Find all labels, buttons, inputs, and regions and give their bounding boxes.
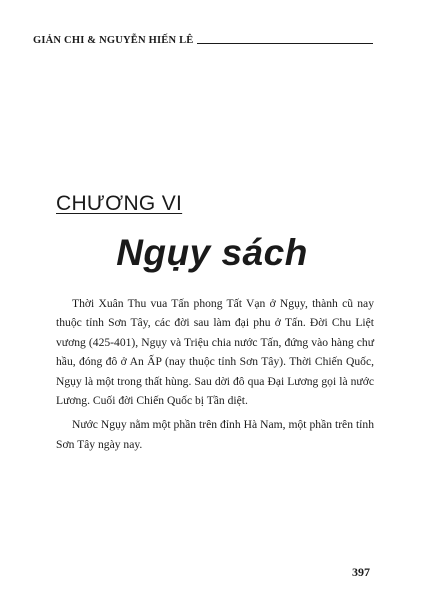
chapter-label: CHƯƠNG VI bbox=[56, 192, 183, 215]
chapter-title: Ngụy sách bbox=[116, 232, 308, 273]
header-rule bbox=[197, 43, 373, 44]
body-paragraph: Thời Xuân Thu vua Tấn phong Tất Vạn ở Ngụy, thành cũ nay thuộc tỉnh Sơn Tây, các đời sau làm đại phu ở Tấn. Đời Chu Liệt vương (425-401), Ngụy và Triệu chia nước Tấn, đứng vào hàng chư hầu, đóng đô ở An ẤP (nay thuộc tỉnh Sơn Tây). Thời Chiến Quốc, Ngụy là một trong thất hùng. Sau dời đô qua Đại Lương gọi là nước Lương. Cuối đời Chiến Quốc bị Tần diệt. bbox=[56, 297, 374, 408]
page-number: 397 bbox=[352, 565, 370, 579]
running-header bbox=[33, 30, 373, 46]
chapter-body bbox=[56, 294, 374, 454]
running-header-title: GIẢN CHI & NGUYỄN HIẾN LÊ bbox=[33, 34, 194, 46]
body-paragraph: Nước Ngụy nằm một phần trên đỉnh Hà Nam, một phần trên tỉnh Sơn Tây ngày nay. bbox=[56, 418, 374, 451]
